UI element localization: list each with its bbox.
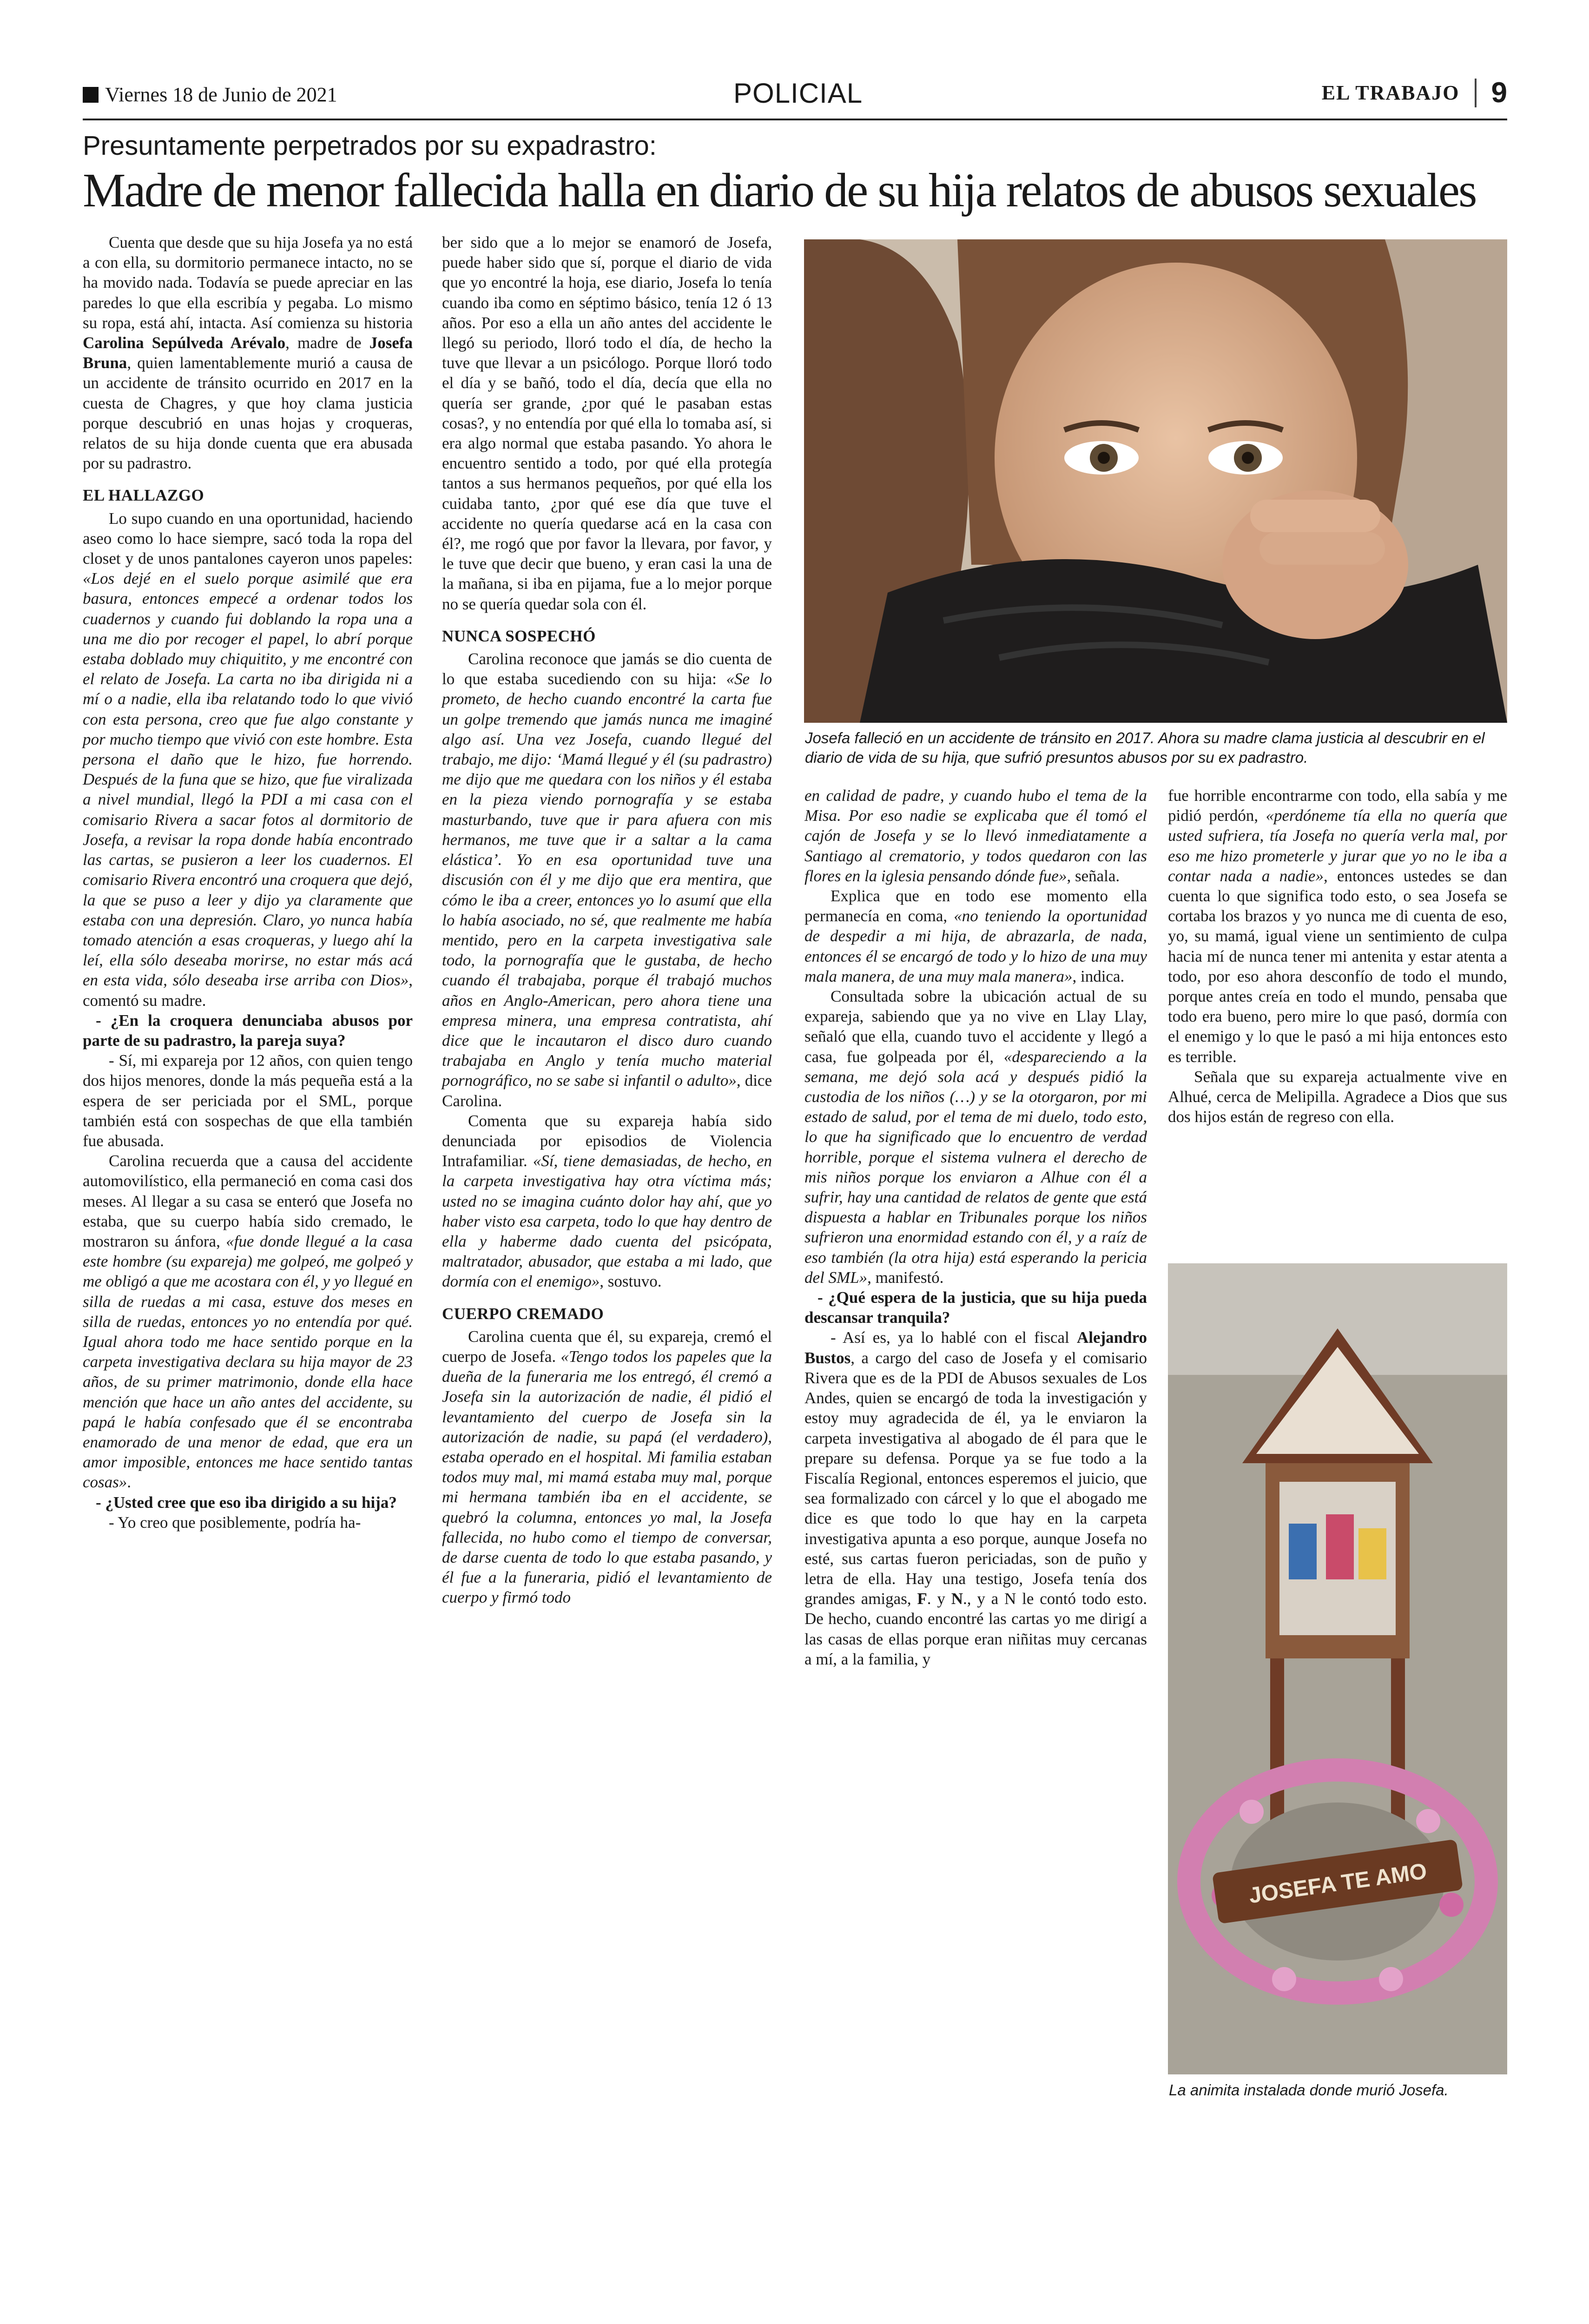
interview-question: - ¿Qué espera de la justicia, que su hija pueda descansar tranquila? <box>804 1288 1147 1327</box>
paragraph: Señala que su expareja actualmente vive en Alhué, cerca de Melipilla. Agradece a Dios que sus dos hijos están de regreso con ella. <box>1168 1067 1507 1126</box>
newspaper-name: EL TRABAJO <box>1321 81 1460 104</box>
interview-question: - ¿En la croquera denunciaba abusos por parte de su padrastro, la pareja suya? <box>83 1011 413 1050</box>
article-column-2 <box>442 232 772 1608</box>
subheading: CUERPO CREMADO <box>442 1304 604 1323</box>
article-headline: Madre de menor fallecida halla en diario de su hija relatos de abusos sexuales <box>83 164 1476 217</box>
person-name: Alejandro Bustos <box>804 1328 1147 1367</box>
memorial-caption: La animita instalada donde murió Josefa. <box>1169 2081 1449 2099</box>
header-masthead <box>1322 76 1507 109</box>
article-column-3 <box>804 786 1147 1669</box>
quote: «no teniendo la oportunidad de despedir a mi hija, de abrazarla, de nada, entonces él se encargó de todo y lo hizo de una muy mala manera, de una muy mala manera» <box>804 907 1147 985</box>
memorial-sign-text: JOSEFA TE AMO <box>1247 1859 1429 1908</box>
quote: «fue donde llegué a la casa este hombre (su expareja) me golpeó, me golpeó y me obligó a que me acostara con él, y yo llegué en silla de ruedas a mi casa, estuve dos meses en silla de ruedas, entonces yo no entendía por qué. Igual ahora todo me hace sentido porque en la carpeta investigativa declara su hija mayor de 23 años, de su primer matrimonio, donde ella hace mención que hace un año antes del accidente, su papá le había confesado que él se encontraba enamorado de una menor de edad, que era un amor imposible, entonces me hace sentido tantas cosas» <box>83 1232 413 1492</box>
paragraph: Comenta que su expareja había sido denunciada por episodios de Violencia Intrafamiliar. «Sí, tiene demasiadas, de hecho, en la carpeta investigativa hay otra víctima más; usted no se imagina cuánto dolor hay ahí, que yo haber visto esa carpeta, todo lo que hay dentro de ella y haberme dado cuenta del psicópata, maltratador, abusador, que estaba a mi lado, que dormía con el enemigo», sostuvo. <box>442 1111 772 1291</box>
paragraph: Cuenta que desde que su hija Josefa ya no está a con ella, su dormitorio permanece intacto, no se ha movido nada. Todavía se puede apreciar en las paredes lo que ella escribía y pegaba. Lo mismo su ropa, está ahí, intacta. Así comienza su historia Carolina Sepúlveda Arévalo, madre de Josefa Bruna, quien lamentablemente murió a causa de un accidente de tránsito ocurrido en 2017 en la cuesta de Chagres, y que hoy clama justicia porque descubrió en unas hojas y croqueras, relatos de su hija donde cuenta que era abusada por su padrastro. <box>83 233 413 473</box>
paragraph: Carolina cuenta que él, su expareja, cremó el cuerpo de Josefa. «Tengo todos los papeles que la dueña de la funeraria me los entregó, él cremó a Josefa sin la autorización de nadie, él pidió el levantamiento del cuerpo de Josefa sin la autorización de nadie, su papá (el verdadero), estaba operado en el hospital. Mi familia estaban todos muy mal, mi mamá estaba muy mal, porque mi hermana también iba en el accidente, se quebró la columna, entonces yo mal, la Josefa fallecida, no hubo como el tiempo de conversar, de darse cuenta de todo lo que estaba pasando, y él fue a la funeraria, pidió el levantamiento de cuerpo y firmó todo <box>442 1327 772 1607</box>
photo-caption: Josefa falleció en un accidente de tránsito en 2017. Ahora su madre clama justicia al descubrir en el diario de vida de su hija, que sufrió presuntos abusos por su ex padrastro. <box>805 729 1485 766</box>
paragraph: ber sido que a lo mejor se enamoró de Josefa, puede haber sido que sí, porque el diario de vida que yo encontré la hoja, ese diario, Josefa lo tenía cuando iba como en séptimo básico, tenía 12 ó 13 años. Por eso a ella un año antes del accidente le llegó su periodo, lloró todo el día, de hecho la tuve que llevar a un psicólogo. Porque lloró todo el día y se bañó, todo el día, decía que ella no quería ser grande, ¿por qué le pasaban estas cosas?, y no entendía por qué ella lo tomaba así, si era algo normal que estaba pasando. Yo ahora le encuentro sentido a todo, por qué ella protegía tantos a sus hermanos pequeños, por qué ella los cuidaba tanto, ¿por qué ese día que tuve el accidente no quería quedarse acá en la casa con él?, me rogó que por favor la llevara, por favor, y le tuve que decir que bueno, y eran casi la una de la mañana, si iba en pijama, fue a lo mejor porque no se quería quedar sola con él. <box>442 233 772 613</box>
article-column-1 <box>83 232 413 1532</box>
memorial-illustration <box>1168 1263 1507 2074</box>
quote: «Los dejé en el suelo porque asimilé que era basura, entonces empecé a ordenar todos los cuadernos y cuando fui doblando la ropa una a una me dio por recoger el papel, lo abrí porque estaba doblado muy chiquitito, y me encontré con el relato de Josefa. La carta no iba dirigida ni a mí o a nadie, ella iba relatando todo lo que vivió con esta persona, creo que fue algo constante y por mucho tiempo que vivió con este hombre. Esta persona el daño que le hizo, fue horrendo. Después de la funa que se hizo, que fue viralizada a nivel mundial, llegó la PDI a mi casa con el comisario Rivera a sacar fotos al dormitorio de Josefa, a revisar la ropa donde había encontrado las cartas, se pusieron a leer los cuadernos. El comisario Rivera encontró una croquera que dejó, la que se puso a leer y dijo ya claramente que estaba con una depresión. Claro, yo nunca había tomado atención a esas croqueras, y luego ahí la leí, ella sólo deseaba morirse, no estar más acá en esta vida, sólo deseaba irse arriba con Dios» <box>83 569 413 990</box>
page-number: 9 <box>1491 77 1507 109</box>
header-date-block <box>83 83 337 106</box>
quote: en calidad de padre, y cuando hubo el tema de la Misa. Por eso nadie se explicaba que él tomó el cajón de Josefa y se lo llevó inmediatamente a Santiago al crematorio, y todos quedaron con las flores en la iglesia pensando dónde fue» <box>804 786 1147 885</box>
header-rule <box>83 119 1507 120</box>
paragraph: - Así es, ya lo hablé con el fiscal Alejandro Bustos, a cargo del caso de Josefa y el comisario Rivera que es de la PDI de Abusos sexuales de Los Andes, quien se encargó de toda la investigación y estoy muy agradecida de él, ya le enviaron la carpeta investigativa al abogado de él para que le prepare su defensa. Porque ya se fue todo a la Fiscalía Regional, entonces esperemos el juicio, que sea formalizado con cárcel y lo que el abogado me dice es que todo lo que hay en la carpeta investigativa apunta a eso porque, aunque Josefa no esté, sus cartas fueron periciadas, son de puño y letra de ella. Hay una testigo, Josefa tenía dos grandes amigas, F. y N., y a N le contó todo esto. De hecho, cuando encontré las cartas yo me dirigí a las casas de ellas porque eran niñitas muy cercanas a mí, a la familia, y <box>804 1328 1147 1668</box>
square-bullet-icon <box>83 87 99 103</box>
paragraph: en calidad de padre, y cuando hubo el tema de la Misa. Por eso nadie se explicaba que él tomó el cajón de Josefa y se lo llevó inmediatamente a Santiago al crematorio, y todos quedaron con las flores en la iglesia pensando dónde fue», señala. <box>804 786 1147 885</box>
header-date: Viernes 18 de Junio de 2021 <box>105 83 337 106</box>
section-title: POLICIAL <box>733 78 863 109</box>
subheading: EL HALLAZGO <box>83 486 204 505</box>
article-kicker: Presuntamente perpetrados por su expadrastro: <box>83 131 657 161</box>
person-name: Josefa Bruna <box>83 334 413 372</box>
paragraph: Lo supo cuando en una oportunidad, haciendo aseo como lo hace siempre, sacó toda la ropa del closet y de unos pantalones cayeron unos papeles: «Los dejé en el suelo porque asimilé que era basura, entonces empecé a ordenar todos los cuadernos y cuando fui doblando la ropa una a una me dio por recoger el papel, lo abrí porque estaba doblado muy chiquitito, y me encontré con el relato de Josefa. La carta no iba dirigida ni a mí o a nadie, ella iba relatando todo lo que vivió con esta persona, creo que fue algo constante y por mucho tiempo que vivió con este hombre. Esta persona el daño que le hizo, fue horrendo. Después de la funa que se hizo, que fue viralizada a nivel mundial, llegó la PDI a mi casa con el comisario Rivera a sacar fotos al dormitorio de Josefa, a revisar la ropa donde había encontrado las cartas, se pusieron a leer los cuadernos. El comisario Rivera encontró una croquera que dejó, la que se puso a leer y dijo ya claramente que estaba con una depresión. Claro, yo nunca había tomado atención a esas croqueras, y luego ahí la leí, ella sólo deseaba morirse, no estar más acá en esta vida, sólo deseaba irse arriba con Dios», comentó su madre. <box>83 509 413 1010</box>
quote: «Sí, tiene demasiadas, de hecho, en la carpeta investigativa hay otra víctima más; usted no se imagina cuánto dolor hay ahí, que yo haber visto esa carpeta, todo lo que hay dentro de ella y haberme dado cuenta del psicópata, maltratador, abusador, que estaba a mi lado, que dormía con el enemigo» <box>442 1152 772 1291</box>
memorial-photo <box>1168 1263 1507 2074</box>
article-column-4 <box>1168 786 1507 1127</box>
paragraph: Explica que en todo ese momento ella permanecía en coma, «no teniendo la oportunidad de despedir a mi hija, de abrazarla, de nada, entonces él se encargó de todo y lo hizo de una muy mala manera, de una muy mala manera», indica. <box>804 887 1147 985</box>
portrait-photo <box>804 239 1507 723</box>
paragraph: fue horrible encontrarme con todo, ella sabía y me pidió perdón, «perdóneme tía ella no quería que usted sufriera, tía Josefa no quería verla mal, por eso me hizo prometerle y jurar que yo no le iba a contar nada a nadie», entonces ustedes se dan cuenta lo que significa todo esto, o sea Josefa se cortaba los brazos y yo nunca me di cuenta de eso, yo, su mamá, igual viene un sentimiento de culpa hacia mí de nunca tener mi antenita y estar atenta a todo, por eso ahora desconfío de todo el mundo, porque antes creía en todo el mundo, pensaba que todo era bueno, pero mire lo que pasó, dormía con el enemigo y lo que le pasó a mi hija entonces esto es terrible. <box>1168 786 1508 1066</box>
interview-question: - ¿Usted cree que eso iba dirigido a su hija? <box>96 1493 397 1512</box>
portrait-illustration <box>804 239 1507 723</box>
header-divider <box>1475 79 1477 107</box>
person-name: Carolina Sepúlveda Arévalo <box>83 334 286 352</box>
quote: «despareciendo a la semana, me dejó sola acá y después pidió la custodia de los niños (…) y se la otorgaron, por mi estado de salud, por el tema de mi duelo, todo esto, lo que ha significado que lo encuentro de verdad horrible, porque el sistema vulnera el derecho de mis niños porque los enviaron a Alhue con él a sufrir, hay una cantidad de relatos de gente que está dispuesta a hablar en Tribunales porque los niños sufrieron una enormidad estando con él, y a raíz de eso también (la otra hija) está esperando la pericia del SML» <box>804 1047 1147 1287</box>
paragraph: - Yo creo que posiblemente, podría ha- <box>109 1513 361 1532</box>
paragraph: - Sí, mi expareja por 12 años, con quien tengo dos hijos menores, donde la más pequeña está a la espera de ser periciada por el SML, porque también está con sospechas de que ella también fue abusada. <box>83 1051 413 1150</box>
paragraph: Carolina recuerda que a causa del accidente automovilístico, ella permaneció en coma casi dos meses. Al llegar a su casa se enteró que Josefa no estaba, que su cuerpo había sido cremado, le mostraron su ánfora, «fue donde llegué a la casa este hombre (su expareja) me golpeó, me golpeó y me obligó a que me acostara con él, y yo llegué en silla de ruedas a mi casa, estuve dos meses en silla de ruedas, entonces yo no entendía por qué. Igual ahora todo me hace sentido porque en la carpeta investigativa declara su hija mayor de 23 años, de su primer matrimonio, donde ella hace mención que hace un año antes del accidente, su papá le había confesado que él se encontraba enamorado de una menor de edad, que era un amor imposible, entonces me hace sentido tantas cosas». <box>83 1152 413 1492</box>
quote: «perdóneme tía ella no quería que usted sufriera, tía Josefa no quería verla mal, por eso me hizo prometerle y jurar que yo no le iba a contar nada a nadie» <box>1168 806 1508 885</box>
quote: «Se lo prometo, de hecho cuando encontré la carta fue un golpe tremendo que jamás nunca me imaginé algo así. Una vez Josefa, cuando llegué del trabajo, me dijo: ‘Mamá llegué y él (su padrastro) me dijo que me quedara con los niños y él estaba en la pieza viendo pornografía y se estaba masturbando, tuve que ir para afuera con mis hermanos, me tuve que ir a saltar a la cama elástica’. Yo en esa oportunidad tuve una discusión con él y me dijo que era mentira, que cómo le iba a creer, entonces yo lo asumí que ella lo había asociado, no sé, que realmente me había mentido, pero en la carpeta investigativa sale todo, la pornografía que le gustaba, de hecho cuando él trabajaba, porque él trabajó muchos años en Anglo-American, pero ahora tiene una empresa minera, una empresa contratista, ahí dice que le incautaron el disco duro cuando trabajaba en Anglo y tenía mucho material pornográfico, no se sabe si infantil o adulto» <box>442 670 772 1090</box>
paragraph: Consultada sobre la ubicación actual de su expareja, sabiendo que ya no vive en Llay Llay, señaló que ella, cuando tuvo el accidente y llegó a casa, fue golpeada por él, «despareciendo a la semana, me dejó sola acá y después pidió la custodia de los niños (…) y se la otorgaron, por mi estado de salud, por el tema de mi duelo, todo esto, lo que ha significado que lo encuentro de verdad horrible, porque el sistema vulnera el derecho de mis niños porque los enviaron a Alhue con él a sufrir, hay una cantidad de relatos de gente que está dispuesta a hablar en Tribunales porque los niños sufrieron una enormidad estando con él, y a raíz de eso también (la otra hija) está esperando la pericia del SML», manifestó. <box>804 987 1147 1287</box>
subheading: NUNCA SOSPECHÓ <box>442 627 596 645</box>
page-header <box>83 74 1507 116</box>
quote: «Tengo todos los papeles que la dueña de la funeraria me los entregó, él cremó a Josefa sin la autorización de nadie, él pidió el levantamiento del cuerpo de Josefa sin la autorización de nadie, su papá (el verdadero), estaba operado en el hospital. Mi familia estaban todos muy mal, mi mamá estaba muy mal, porque mi hermana también iba en el accidente, se quebró la columna, entonces yo mal, la Josefa fallecida, no hubo como el tiempo de conversar, de darse cuenta de todo lo que estaba pasando, y él fue a la funeraria, pidió el levantamiento de cuerpo y firmó todo <box>442 1347 772 1607</box>
paragraph: Carolina reconoce que jamás se dio cuenta de lo que estaba sucediendo con su hija: «Se lo prometo, de hecho cuando encontré la carta fue un golpe tremendo que jamás nunca me imaginé algo así. Una vez Josefa, cuando llegué del trabajo, me dijo: ‘Mamá llegué y él (su padrastro) me dijo que me quedara con los niños y él estaba en la pieza viendo pornografía y se estaba masturbando, tuve que ir para afuera con mis hermanos, me tuve que ir a saltar a la cama elástica’. Yo en esa oportunidad tuve una discusión con él y me dijo que era mentira, que cómo le iba a creer, entonces yo lo asumí que ella lo había asociado, no sé, que realmente me había mentido, pero en la carpeta investigativa sale todo, la pornografía que le gustaba, de hecho cuando él trabajaba, porque él trabajó muchos años en Anglo-American, pero ahora tiene una empresa minera, una empresa contratista, ahí dice que le incautaron el disco duro cuando trabajaba en Anglo y tenía mucho material pornográfico, no se sabe si infantil o adulto», dice Carolina. <box>442 650 772 1110</box>
